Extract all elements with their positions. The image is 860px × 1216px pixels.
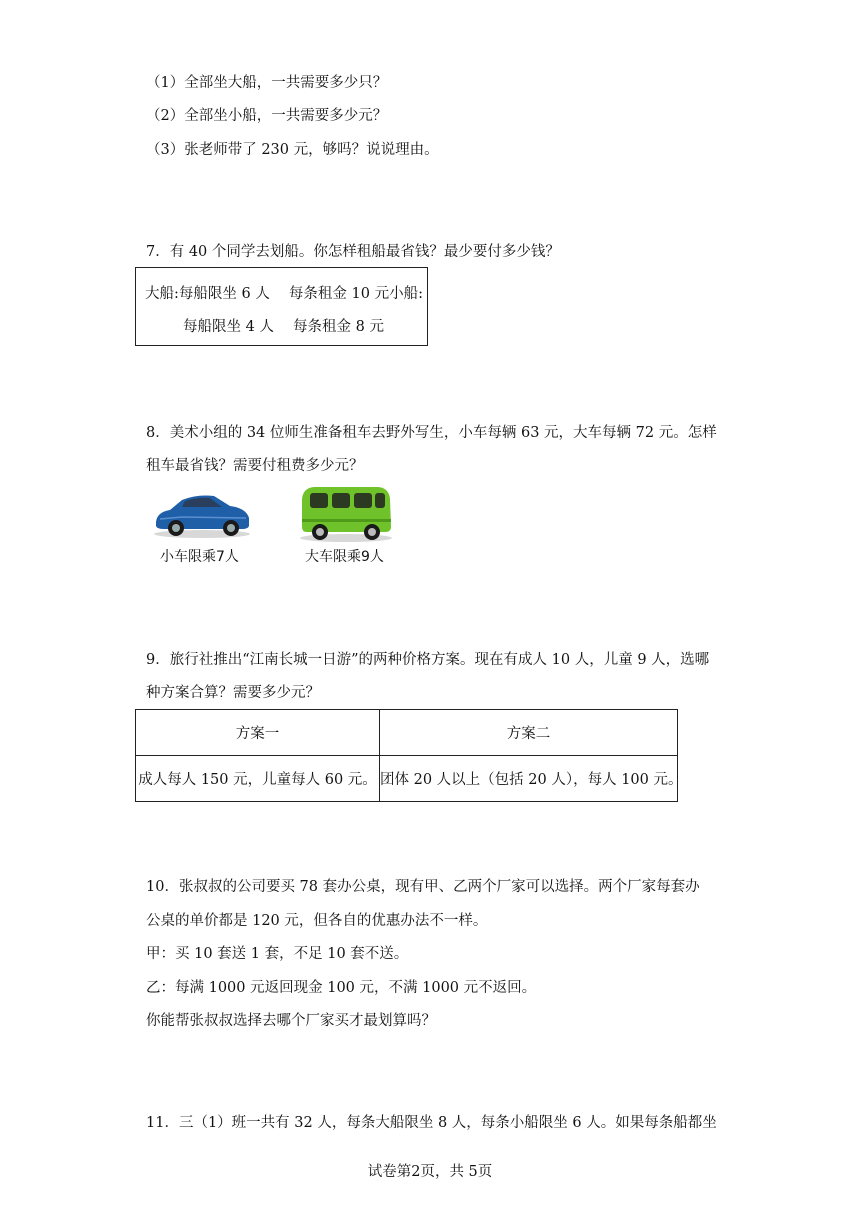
q7-box-line2: 每船限坐 4 人 每条租金 8 元 (183, 319, 384, 335)
small-car-label: 小车限乘7人 (160, 549, 239, 565)
q8-line1: 8．美术小组的 34 位师生准备租车去野外写生，小车每辆 63 元，大车每辆 72 元。怎样 (146, 425, 717, 441)
q6-sub1: （1）全部坐大船，一共需要多少只？ (146, 75, 388, 91)
q7-box-line1: 大船:每船限坐 6 人 每条租金 10 元小船: (145, 286, 423, 302)
table-header-plan2: 方案二 (380, 710, 678, 756)
q9-line2: 种方案合算？需要多少元？ (146, 685, 320, 701)
q6-sub2: （2）全部坐小船，一共需要多少元？ (146, 108, 388, 124)
q7-text: 7．有 40 个同学去划船。你怎样租船最省钱？最少要付多少钱？ (146, 244, 560, 260)
big-car-image (296, 483, 396, 547)
page-footer: 试卷第2页，共 5页 (367, 1164, 493, 1180)
van-icon (296, 483, 396, 543)
table-row (136, 756, 678, 802)
table-cell-plan2: 团体 20 人以上（包括 20 人），每人 100 元。 (380, 756, 678, 802)
table-cell-plan1: 成人每人 150 元，儿童每人 60 元。 (136, 756, 380, 802)
q7-boat-box (135, 267, 428, 346)
q10-line5: 你能帮张叔叔选择去哪个厂家买才最划算吗？ (146, 1013, 436, 1029)
q11-line1: 11．三（1）班一共有 32 人，每条大船限坐 8 人，每条小船限坐 6 人。如果每条船都坐 (146, 1115, 717, 1131)
small-car-image (152, 488, 252, 544)
q10-line1: 10．张叔叔的公司要买 78 套办公桌，现有甲、乙两个厂家可以选择。两个厂家每套办 (146, 879, 700, 895)
big-car-label: 大车限乘9人 (305, 549, 384, 565)
price-plan-table (135, 709, 683, 802)
table-header-row (136, 710, 678, 756)
q10-line4: 乙：每满 1000 元返回现金 100 元，不满 1000 元不返回。 (146, 980, 537, 996)
q6-sub3: （3）张老师带了 230 元，够吗？说说理由。 (146, 142, 439, 158)
q9-line1: 9．旅行社推出“江南长城一日游”的两种价格方案。现在有成人 10 人，儿童 9 人，选哪 (146, 652, 710, 668)
q8-line2: 租车最省钱？需要付租费多少元？ (146, 458, 364, 474)
sedan-icon (152, 488, 252, 540)
q10-line3: 甲：买 10 套送 1 套，不足 10 套不送。 (146, 946, 409, 962)
table-header-plan1: 方案一 (136, 710, 380, 756)
q10-line2: 公桌的单价都是 120 元，但各自的优惠办法不一样。 (146, 913, 488, 929)
